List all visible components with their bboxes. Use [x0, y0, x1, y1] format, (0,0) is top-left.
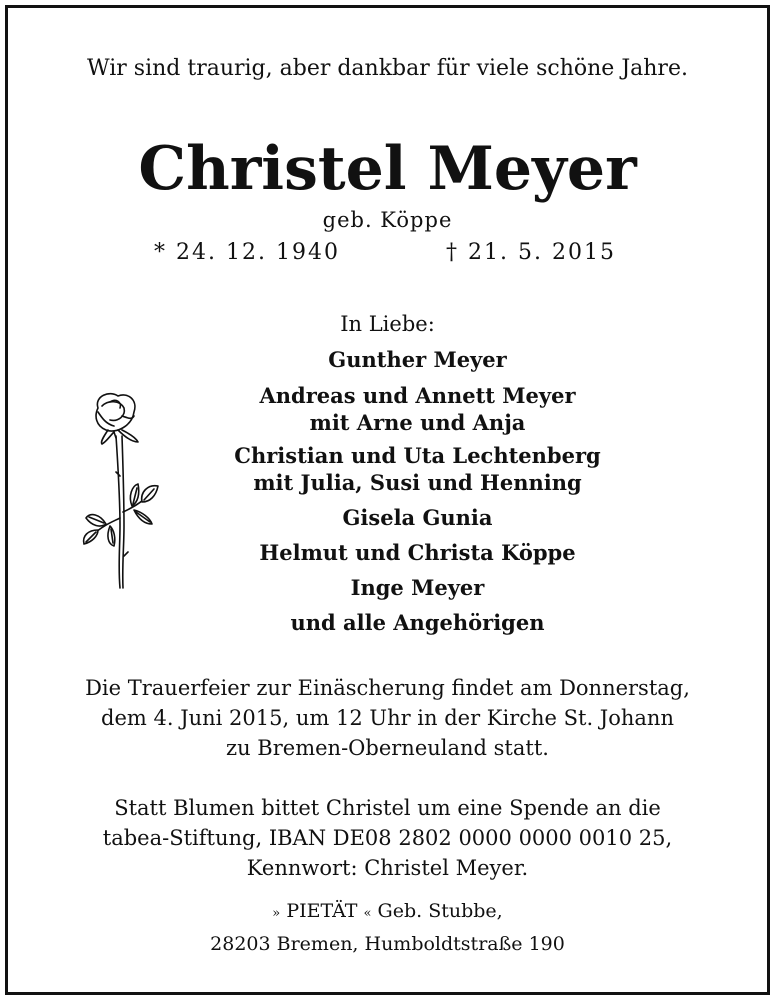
mourner-line: Christian und Uta Lechtenberg: [234, 443, 601, 468]
ceremony-notice: [8, 673, 767, 763]
ceremony-line: dem 4. Juni 2015, um 12 Uhr in der Kirche St. Johann: [101, 706, 674, 730]
funeral-home-name: PIETÄT: [286, 900, 358, 922]
deceased-name: Christel Meyer: [138, 134, 637, 204]
motto: Wir sind traurig, aber dankbar für viele schöne Jahre.: [87, 56, 688, 81]
funeral-home-owner: Geb. Stubbe,: [377, 900, 503, 922]
open-quote: »: [272, 906, 281, 921]
mourner-line: mit Arne und Anja: [309, 410, 526, 435]
obituary-card: [5, 5, 770, 995]
donation-notice: [8, 793, 767, 883]
maiden-name: geb. Köppe: [322, 208, 453, 232]
funeral-home-address: 28203 Bremen, Humboldtstraße 190: [210, 933, 565, 955]
ceremony-line: Die Trauerfeier zur Einäscherung findet am Donnerstag,: [85, 676, 690, 700]
ceremony-line: zu Bremen-Oberneuland statt.: [226, 736, 549, 760]
mourner-line: Gunther Meyer: [328, 347, 507, 372]
funeral-home: [8, 896, 767, 959]
donation-line: Kennwort: Christel Meyer.: [246, 856, 529, 880]
donation-line: tabea-Stiftung, IBAN DE08 2802 0000 0000 0010 25,: [102, 826, 673, 850]
birth-date: * 24. 12. 1940: [154, 240, 340, 265]
mourner-line: Gisela Gunia: [342, 505, 493, 530]
rose-icon: [76, 386, 166, 596]
mourner-line: und alle Angehörigen: [290, 610, 545, 635]
mourner-line: mit Julia, Susi und Henning: [253, 470, 582, 495]
mourners-intro: In Liebe:: [340, 312, 435, 336]
funeral-home-name-line: [8, 896, 767, 929]
death-date: † 21. 5. 2015: [446, 240, 616, 265]
close-quote: «: [363, 906, 372, 921]
mourner-line: Andreas und Annett Meyer: [259, 383, 576, 408]
donation-line: Statt Blumen bittet Christel um eine Spende an die: [114, 796, 661, 820]
mourner-line: Helmut und Christa Köppe: [259, 540, 576, 565]
mourner-line: Inge Meyer: [350, 575, 485, 600]
